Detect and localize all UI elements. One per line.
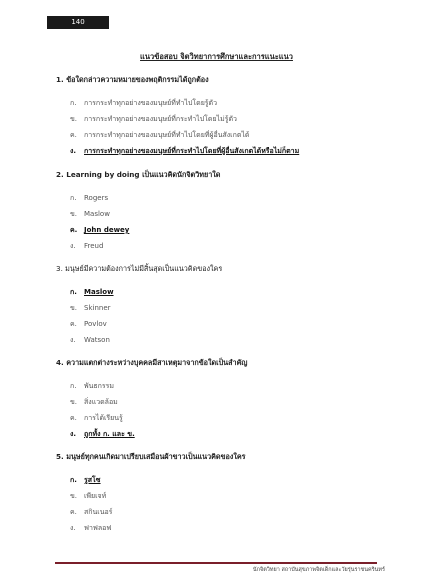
q3-option-d: ง. Watson (70, 336, 110, 344)
q5-option-c: ค. สกินเนอร์ (70, 508, 113, 516)
q4-option-b: ข. สิ่งแวดล้อม (70, 398, 118, 406)
q2-option-c-answer: ค. John dewey (70, 226, 130, 234)
q5-option-d: ง. ฟาฟลอฟ (70, 524, 112, 532)
document-title: แนวข้อสอบ จิตวิทยาการศึกษาและการแนะแนว (140, 52, 293, 61)
question-4: 4. ความแตกต่างระหว่างบุคคลมีสาเหตุมาจากข้อใดเป็นสำคัญ (56, 358, 248, 367)
q1-option-c: ค. การกระทำทุกอย่างของมนุษย์ที่ทำไปโดยที่ผู้อื่นสังเกตได้ (70, 131, 250, 139)
footer-text: นักจิตวิทยา สถาบันสุขภาพจิตเด็กและวัยรุ่นราชนครินทร์ (252, 567, 385, 573)
question-2: 2. Learning by doing เป็นแนวคิดนักจิตวิทยาใด (56, 170, 221, 179)
q3-option-a-answer: ก. Maslow (70, 288, 114, 296)
q1-option-d-answer: ง. การกระทำทุกอย่างของมนุษย์ที่กระทำไปโดยที่ผู้อื่นสังเกตได้หรือไม่ก็ตาม (70, 147, 300, 155)
page-number-tab: 140 (47, 16, 109, 29)
question-3: 3. มนุษย์มีความต้องการไม่มีสิ้นสุดเป็นแนวคิดของใคร (56, 264, 223, 273)
footer-divider (55, 562, 377, 564)
q5-option-b: ข. เพียเจท์ (70, 492, 107, 500)
q5-option-a-answer: ก. รูสโซ (70, 476, 101, 484)
q4-option-c: ค. การได้เรียนรู้ (70, 414, 123, 422)
question-5: 5. มนุษย์ทุกคนเกิดมาเปรียบเสมือนผ้าขาวเป็นแนวคิดของใคร (56, 452, 246, 461)
q3-option-c: ค. Povlov (70, 320, 107, 328)
q1-option-b: ข. การกระทำทุกอย่างของมนุษย์ที่กระทำไปโดยไม่รู้ตัว (70, 115, 237, 123)
q4-option-d-answer: ง. ถูกทั้ง ก. และ ข. (70, 430, 135, 438)
q2-option-b: ข. Maslow (70, 210, 110, 218)
q2-option-a: ก. Rogers (70, 194, 109, 202)
question-1: 1. ข้อใดกล่าวความหมายของพฤติกรรมได้ถูกต้อง (56, 75, 209, 84)
q1-option-a: ก. การกระทำทุกอย่างของมนุษย์ที่ทำไปโดยรู้ตัว (70, 99, 218, 107)
q2-option-d: ง. Freud (70, 242, 104, 250)
q3-option-b: ข. Skinner (70, 304, 111, 312)
q4-option-a: ก. พันธกรรม (70, 382, 115, 390)
